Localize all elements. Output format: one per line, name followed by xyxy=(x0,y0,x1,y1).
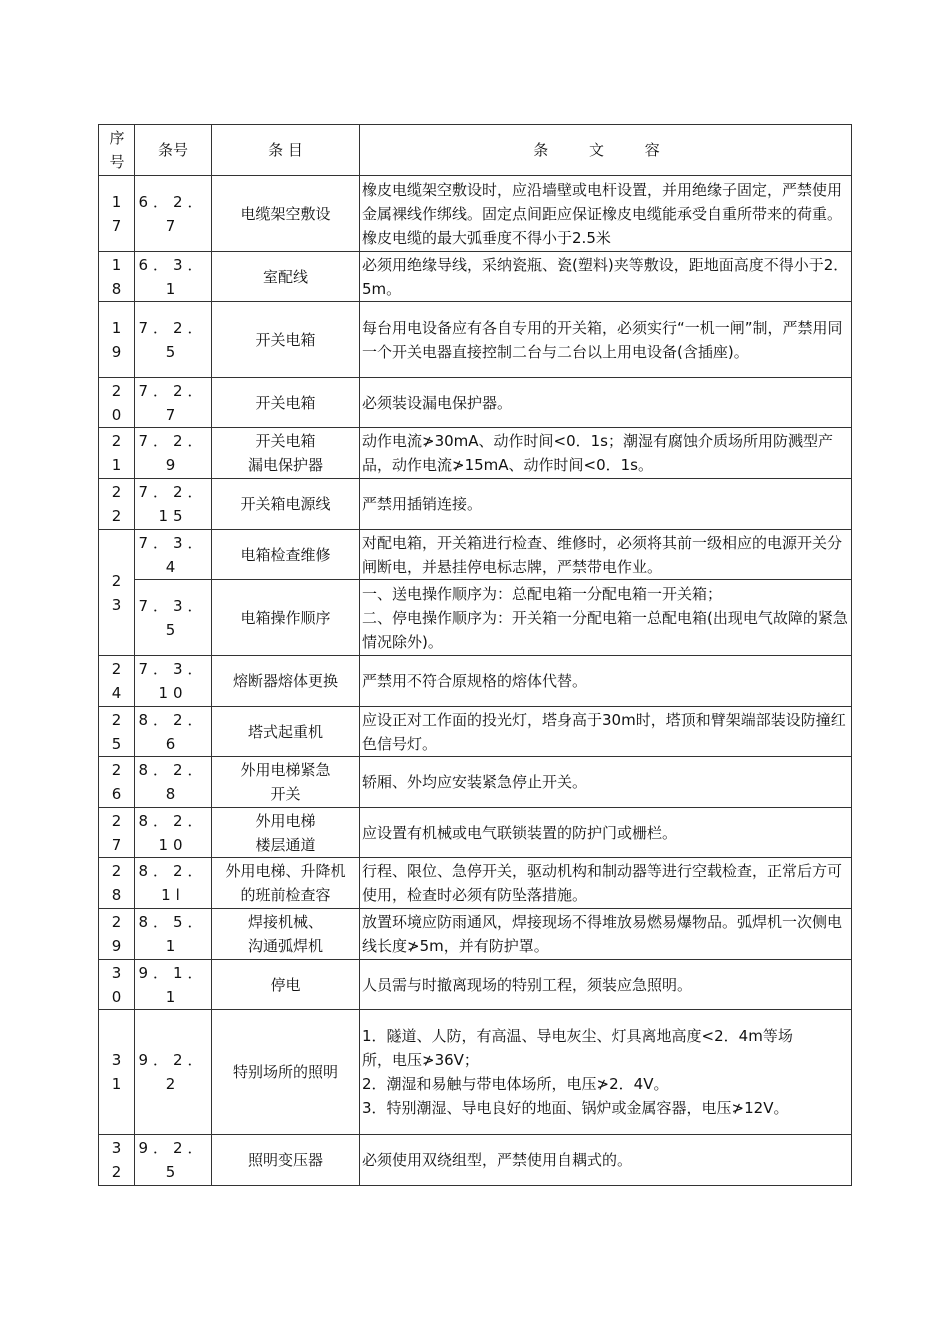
item-cell: 电缆架空敷设 xyxy=(212,176,360,252)
item-cell: 特别场所的照明 xyxy=(212,1010,360,1135)
clause-no-cell: 7．2．15 xyxy=(135,479,212,530)
seq-cell: 27 xyxy=(99,808,135,858)
clause-no-cell: 8．2．6 xyxy=(135,707,212,757)
seq-cell: 30 xyxy=(99,960,135,1010)
clause-no-cell: 8．2．10 xyxy=(135,808,212,858)
item-cell: 室配线 xyxy=(212,252,360,302)
clause-no-cell: 9．2．5 xyxy=(135,1135,212,1186)
table-row xyxy=(99,909,852,960)
content-cell: 必须装设漏电保护器。 xyxy=(360,378,852,428)
seq-cell: 29 xyxy=(99,909,135,960)
table-row xyxy=(99,252,852,302)
item-cell: 外用电梯、升降机 的班前检查容 xyxy=(212,858,360,909)
content-cell: 1．隧道、人防，有高温、导电灰尘、灯具离地高度<2．4m等场 所，电压≯36V； 2．潮湿和易触与带电体场所，电压≯2．4V。 3．特别潮湿、导电良好的地面、锅炉或金属容器，电压≯12V。 xyxy=(360,1010,852,1135)
header-seq: 序号 xyxy=(99,125,135,176)
table-row xyxy=(99,808,852,858)
seq-cell: 26 xyxy=(99,757,135,808)
seq-cell: 19 xyxy=(99,302,135,378)
clause-no-cell: 7．3．5 xyxy=(135,580,212,656)
clause-no-cell: 9．2．2 xyxy=(135,1010,212,1135)
seq-cell: 18 xyxy=(99,252,135,302)
item-cell: 电箱操作顺序 xyxy=(212,580,360,656)
content-cell: 应设置有机械或电气联锁装置的防护门或栅栏。 xyxy=(360,808,852,858)
clause-no-cell: 8．5．1 xyxy=(135,909,212,960)
item-cell: 塔式起重机 xyxy=(212,707,360,757)
table-row xyxy=(99,176,852,252)
clause-no-cell: 9．1．1 xyxy=(135,960,212,1010)
seq-cell: 22 xyxy=(99,479,135,530)
table-row xyxy=(99,757,852,808)
content-cell: 动作电流≯30mA、动作时间<0．1s；潮湿有腐蚀介质场所用防溅型产品，动作电流≯15mA、动作时间<0．1s。 xyxy=(360,428,852,479)
content-cell: 轿厢、外均应安装紧急停止开关。 xyxy=(360,757,852,808)
content-cell: 放置环境应防雨通风，焊接现场不得堆放易燃易爆物品。弧焊机一次侧电线长度≯5m，并有防护罩。 xyxy=(360,909,852,960)
clause-no-cell: 6．2．7 xyxy=(135,176,212,252)
content-cell: 严禁用插销连接。 xyxy=(360,479,852,530)
table-row xyxy=(99,707,852,757)
table-row xyxy=(99,960,852,1010)
content-cell: 应设正对工作面的投光灯，塔身高于30m时，塔顶和臂架端部装设防撞红色信号灯。 xyxy=(360,707,852,757)
item-cell: 照明变压器 xyxy=(212,1135,360,1186)
seq-cell: 31 xyxy=(99,1010,135,1135)
seq-cell: 17 xyxy=(99,176,135,252)
seq-cell: 24 xyxy=(99,656,135,707)
item-cell: 停电 xyxy=(212,960,360,1010)
clause-no-cell: 7．2．9 xyxy=(135,428,212,479)
item-cell: 焊接机械、 沟通弧焊机 xyxy=(212,909,360,960)
item-cell: 外用电梯 楼层通道 xyxy=(212,808,360,858)
table-row xyxy=(99,1010,852,1135)
clause-no-cell: 7．3．10 xyxy=(135,656,212,707)
content-cell: 橡皮电缆架空敷设时，应沿墙壁或电杆设置，并用绝缘子固定，严禁使用金属裸线作绑线。固定点间距应保证橡皮电缆能承受自重所带来的荷重。橡皮电缆的最大弧垂度不得小于2.5米 xyxy=(360,176,852,252)
content-cell: 人员需与时撤离现场的特别工程，须装应急照明。 xyxy=(360,960,852,1010)
item-cell: 熔断器熔体更换 xyxy=(212,656,360,707)
content-cell: 对配电箱，开关箱进行检查、维修时，必须将其前一级相应的电源开关分闸断电，并悬挂停电标志牌，严禁带电作业。 xyxy=(360,530,852,580)
item-cell: 开关电箱 xyxy=(212,302,360,378)
seq-cell: 28 xyxy=(99,858,135,909)
item-cell: 电箱检查维修 xyxy=(212,530,360,580)
seq-cell: 25 xyxy=(99,707,135,757)
seq-cell: 21 xyxy=(99,428,135,479)
content-cell: 行程、限位、急停开关，驱动机构和制动器等进行空载检查，正常后方可使用，检查时必须有防坠落措施。 xyxy=(360,858,852,909)
clause-no-cell: 8．2．8 xyxy=(135,757,212,808)
header-item: 条 目 xyxy=(212,125,360,176)
clause-no-cell: 7．2．7 xyxy=(135,378,212,428)
content-cell: 一、送电操作顺序为：总配电箱一分配电箱一开关箱； 二、停电操作顺序为：开关箱一分配电箱一总配电箱(出现电气故障的紧急情况除外)。 xyxy=(360,580,852,656)
header-content: 条 文 容 xyxy=(360,125,852,176)
content-cell: 必须用绝缘导线，采纳瓷瓶、瓷(塑料)夹等敷设，距地面高度不得小于2．5m。 xyxy=(360,252,852,302)
seq-cell: 23 xyxy=(99,530,135,656)
header-row xyxy=(99,125,852,176)
item-cell: 外用电梯紧急 开关 xyxy=(212,757,360,808)
content-cell: 必须使用双绕组型，严禁使用自耦式的。 xyxy=(360,1135,852,1186)
item-cell: 开关电箱 漏电保护器 xyxy=(212,428,360,479)
table-row xyxy=(99,580,852,656)
content-cell: 每台用电设备应有各自专用的开关箱，必须实行“一机一闸”制，严禁用同一个开关电器直接控制二台与二台以上用电设备(含插座)。 xyxy=(360,302,852,378)
header-clause-no: 条号 xyxy=(135,125,212,176)
item-cell: 开关电箱 xyxy=(212,378,360,428)
table-row xyxy=(99,1135,852,1186)
table-row xyxy=(99,479,852,530)
item-cell: 开关箱电源线 xyxy=(212,479,360,530)
clause-no-cell: 7．3．4 xyxy=(135,530,212,580)
content-cell: 严禁用不符合原规格的熔体代替。 xyxy=(360,656,852,707)
clause-no-cell: 8．2．1l xyxy=(135,858,212,909)
table-row xyxy=(99,858,852,909)
clause-no-cell: 6．3．1 xyxy=(135,252,212,302)
table-row xyxy=(99,530,852,580)
clause-no-cell: 7．2．5 xyxy=(135,302,212,378)
seq-cell: 20 xyxy=(99,378,135,428)
table-row xyxy=(99,656,852,707)
table-row xyxy=(99,302,852,378)
regulation-table xyxy=(98,124,852,1186)
table-row xyxy=(99,378,852,428)
seq-cell: 32 xyxy=(99,1135,135,1186)
table-row xyxy=(99,428,852,479)
